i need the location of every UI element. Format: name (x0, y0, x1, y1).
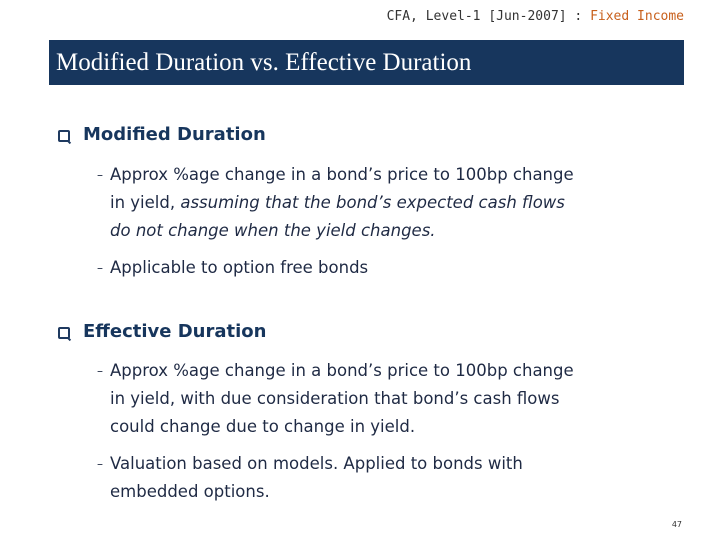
dash-icon: – (97, 168, 103, 182)
bullet-line: Approx %age change in a bond’s price to 100bp change (110, 165, 574, 184)
section-modified-duration (58, 124, 266, 145)
section-effective-duration (58, 321, 266, 342)
bullet-line: embedded options. (110, 482, 270, 501)
dash-icon: – (97, 457, 103, 471)
title-bar (49, 40, 684, 85)
bullet-line: Valuation based on models. Applied to bonds with (110, 454, 523, 473)
sub-bullet-text (110, 161, 690, 245)
bullet-line-emphasis: assuming that the bond’s expected cash flows (180, 193, 565, 212)
sub-bullet-text (110, 357, 690, 441)
bullet-line: Approx %age change in a bond’s price to 100bp change (110, 361, 574, 380)
q-bullet-icon (58, 327, 70, 339)
bullet-line (110, 189, 690, 217)
bullet-line-part: in yield, (110, 193, 181, 212)
q-bullet-icon (58, 130, 70, 142)
topic-label: Fixed Income (590, 9, 684, 24)
sub-bullet-text (110, 450, 690, 506)
slide-title: Modified Duration vs. Effective Duration (56, 48, 472, 76)
bullet-line: in yield, with due consideration that bond’s cash flows (110, 389, 560, 408)
section-title: Effective Duration (83, 321, 267, 342)
dash-icon: – (97, 364, 103, 378)
dash-icon: – (97, 261, 103, 275)
bullet-line: could change due to change in yield. (110, 417, 416, 436)
sub-bullet-text (110, 254, 690, 282)
section-title: Modified Duration (83, 124, 266, 145)
bullet-line: Applicable to option free bonds (110, 258, 369, 277)
page-number: 47 (671, 520, 682, 529)
course-label: CFA, Level-1 [Jun-2007] : (386, 9, 583, 24)
slide-header (387, 9, 684, 24)
bullet-line: do not change when the yield changes. (110, 221, 436, 240)
